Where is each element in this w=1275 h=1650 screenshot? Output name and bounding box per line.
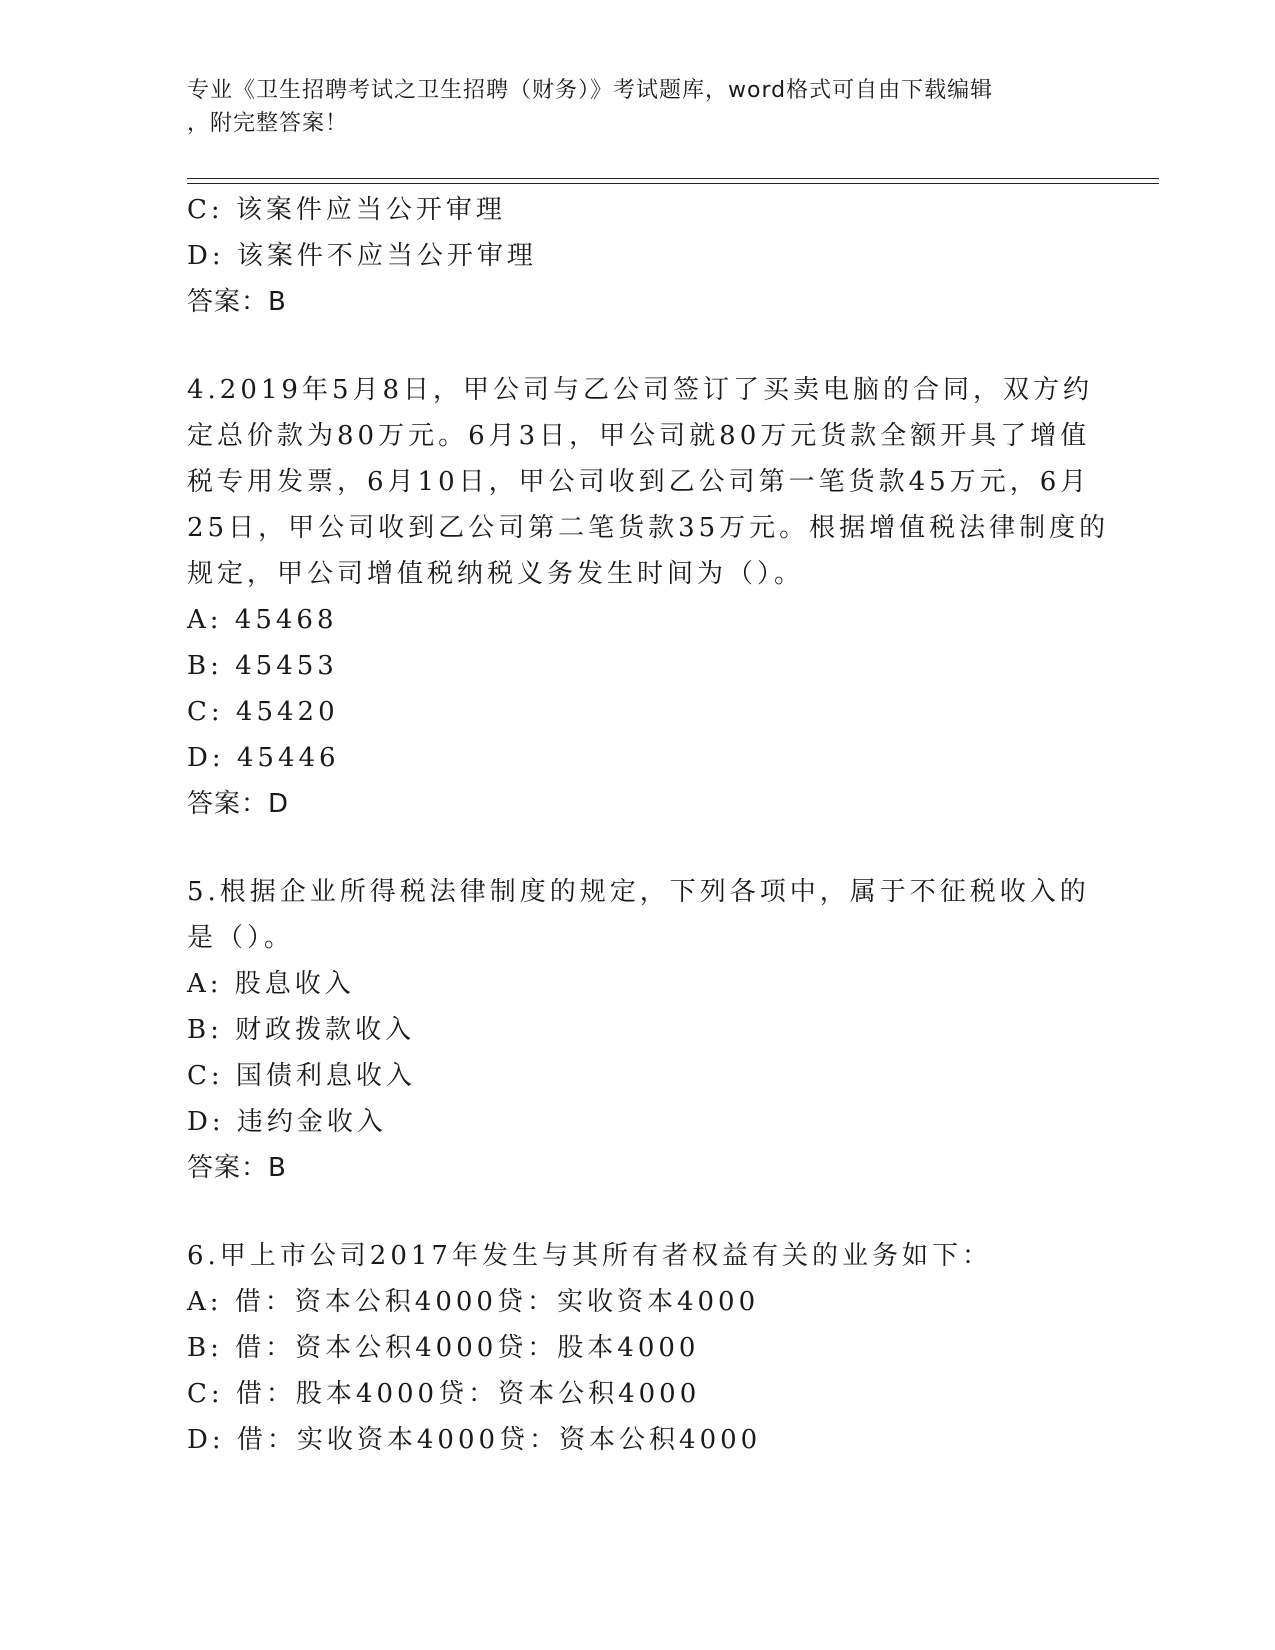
option-c: C: 该案件应当公开审理	[187, 195, 506, 225]
option-c: C: 国债利息收入	[187, 1061, 416, 1091]
question-stem-line: 定总价款为80万元。6月3日，甲公司就80万元货款全额开具了增值	[187, 421, 1091, 451]
question-gap	[187, 325, 1087, 367]
answer-text: 答案：B	[187, 287, 287, 317]
question-4	[187, 367, 1110, 827]
header-title-line: 专业《卫生招聘考试之卫生招聘（财务）》考试题库，word格式可自由下载编辑	[187, 78, 994, 103]
option-d: D: 45446	[187, 743, 340, 773]
answer-text: 答案：D	[187, 789, 290, 819]
option-a: A: 45468	[187, 605, 338, 635]
question-5	[187, 869, 1090, 1191]
question-stem-line: 是（）。	[187, 923, 295, 953]
question-stem-line: 5.根据企业所得税法律制度的规定，下列各项中，属于不征税收入的	[187, 877, 1090, 907]
question-6	[187, 1233, 1087, 1463]
question-gap	[187, 827, 1087, 869]
question-3-tail	[187, 187, 1087, 325]
option-b: B: 财政拨款收入	[187, 1015, 416, 1045]
question-stem-line: 税专用发票，6月10日，甲公司收到乙公司第一笔货款45万元，6月	[187, 467, 1091, 497]
option-d: D: 该案件不应当公开审理	[187, 241, 537, 271]
question-stem-line: 6.甲上市公司2017年发生与其所有者权益有关的业务如下：	[187, 1241, 992, 1271]
header-divider-top	[187, 178, 1159, 179]
option-b: B: 45453	[187, 651, 338, 681]
header-title-line-continued: ，附完整答案！	[187, 111, 349, 136]
question-stem-line: 规定，甲公司增值税纳税义务发生时间为（）。	[187, 559, 805, 589]
option-d: D: 借：实收资本4000贷：资本公积4000	[187, 1425, 762, 1455]
question-content	[187, 187, 1110, 1463]
question-gap	[187, 1191, 1087, 1233]
question-stem-line: 25日，甲公司收到乙公司第二笔货款35万元。根据增值税法律制度的	[187, 513, 1110, 543]
option-d: D: 违约金收入	[187, 1107, 387, 1137]
option-c: C: 借：股本4000贷：资本公积4000	[187, 1379, 701, 1409]
option-c: C: 45420	[187, 697, 339, 727]
document-header	[187, 74, 1087, 140]
header-divider-bottom	[187, 183, 1159, 184]
answer-text: 答案：B	[187, 1153, 287, 1183]
option-b: B: 借：资本公积4000贷：股本4000	[187, 1333, 700, 1363]
option-a: A: 股息收入	[187, 969, 355, 999]
option-a: A: 借：资本公积4000贷：实收资本4000	[187, 1287, 760, 1317]
question-stem-line: 4.2019年5月8日，甲公司与乙公司签订了买卖电脑的合同，双方约	[187, 375, 1094, 405]
